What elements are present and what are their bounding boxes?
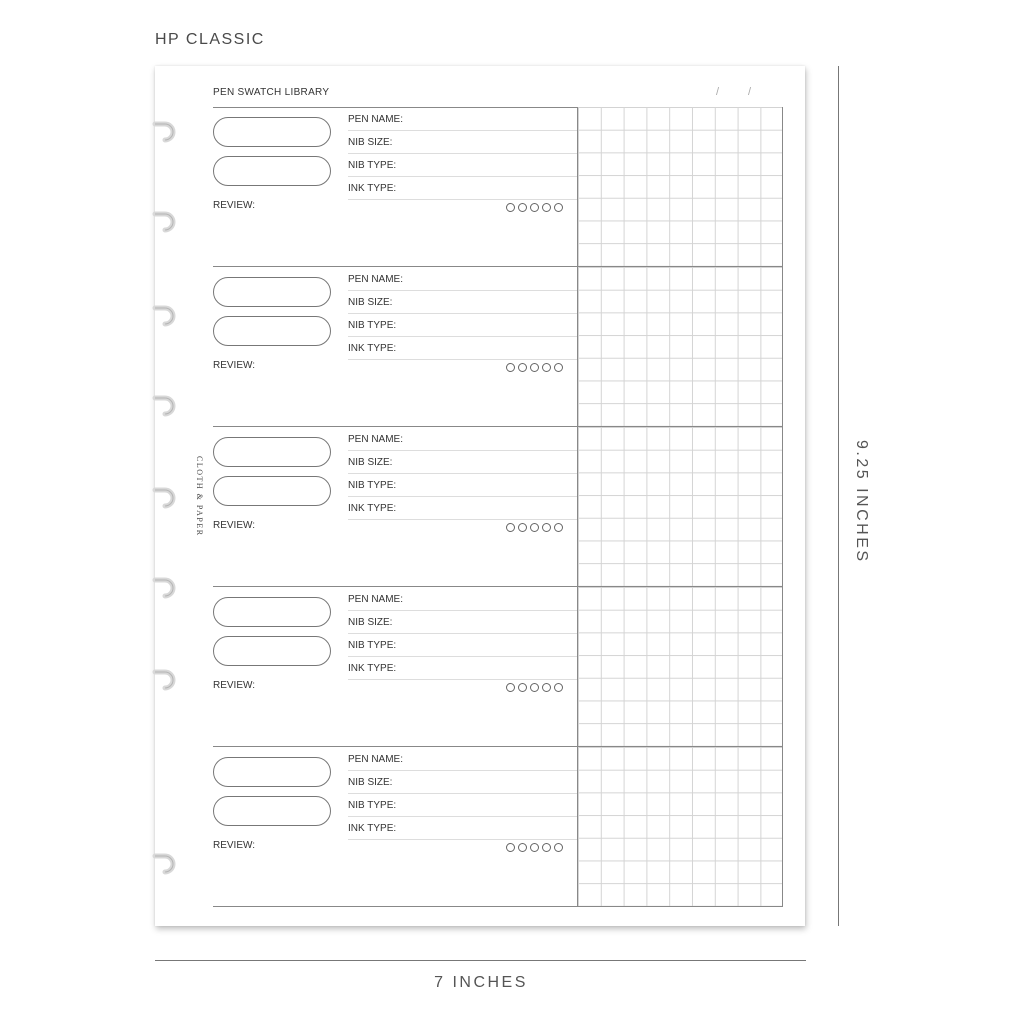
field-label: NIB TYPE: xyxy=(348,314,578,337)
rating-circle xyxy=(530,683,539,692)
rating-circles xyxy=(506,203,563,212)
field-label: NIB SIZE: xyxy=(348,291,578,314)
rating-circles xyxy=(506,683,563,692)
rating-circle xyxy=(554,523,563,532)
swatch-pill xyxy=(213,757,331,787)
rating-circles xyxy=(506,363,563,372)
swatch-sections xyxy=(213,107,783,907)
field-label: NIB SIZE: xyxy=(348,771,578,794)
rating-circle xyxy=(530,363,539,372)
field-label: PEN NAME: xyxy=(348,108,578,131)
rating-circle xyxy=(554,203,563,212)
rating-circle xyxy=(554,683,563,692)
rating-circle xyxy=(554,843,563,852)
brand-logo: CLOTH & PAPER xyxy=(195,456,204,537)
field-label: NIB SIZE: xyxy=(348,611,578,634)
field-label: NIB TYPE: xyxy=(348,634,578,657)
product-label: HP CLASSIC xyxy=(155,31,265,48)
swatch-pill xyxy=(213,316,331,346)
height-dimension-label: 9.25 INCHES xyxy=(853,440,870,564)
field-label: PEN NAME: xyxy=(348,748,578,771)
field-label: NIB TYPE: xyxy=(348,154,578,177)
rating-circle xyxy=(506,363,515,372)
review-label: REVIEW: xyxy=(213,200,256,211)
swatch-grid xyxy=(578,267,783,426)
swatch-pill xyxy=(213,156,331,186)
swatch-grid xyxy=(578,747,783,906)
rating-circle xyxy=(506,683,515,692)
binder-ring xyxy=(151,850,181,878)
swatch-grid xyxy=(578,107,783,266)
date-separator: / xyxy=(716,86,720,98)
swatch-pill xyxy=(213,117,331,147)
swatch-section xyxy=(213,107,783,267)
rating-circles xyxy=(506,523,563,532)
swatch-section xyxy=(213,427,783,587)
field-label: NIB TYPE: xyxy=(348,794,578,817)
swatch-pill xyxy=(213,277,331,307)
review-label: REVIEW: xyxy=(213,520,256,531)
swatch-pill xyxy=(213,476,331,506)
swatch-grid xyxy=(578,587,783,746)
field-label: NIB SIZE: xyxy=(348,451,578,474)
rating-circle xyxy=(506,523,515,532)
rating-circle xyxy=(518,363,527,372)
review-label: REVIEW: xyxy=(213,360,256,371)
rating-circle xyxy=(518,523,527,532)
swatch-section xyxy=(213,587,783,747)
swatch-grid xyxy=(578,427,783,586)
rating-circle xyxy=(554,363,563,372)
review-label: REVIEW: xyxy=(213,840,256,851)
rating-circle xyxy=(542,843,551,852)
field-label: PEN NAME: xyxy=(348,588,578,611)
field-label: PEN NAME: xyxy=(348,428,578,451)
rating-circle xyxy=(506,203,515,212)
binder-ring xyxy=(151,302,181,330)
height-dimension-line xyxy=(838,66,839,926)
field-label: INK TYPE: xyxy=(348,337,578,360)
page-title: PEN SWATCH LIBRARY xyxy=(213,87,330,98)
width-dimension-label: 7 INCHES xyxy=(434,974,528,991)
swatch-pill xyxy=(213,796,331,826)
field-label: INK TYPE: xyxy=(348,497,578,520)
rating-circle xyxy=(542,363,551,372)
rating-circle xyxy=(542,683,551,692)
rating-circle xyxy=(506,843,515,852)
review-label: REVIEW: xyxy=(213,680,256,691)
rating-circle xyxy=(542,523,551,532)
rating-circle xyxy=(530,523,539,532)
swatch-pill xyxy=(213,597,331,627)
rating-circle xyxy=(518,203,527,212)
rating-circle xyxy=(518,843,527,852)
rating-circle xyxy=(530,843,539,852)
field-label: NIB SIZE: xyxy=(348,131,578,154)
field-label: PEN NAME: xyxy=(348,268,578,291)
binder-ring xyxy=(151,574,181,602)
rating-circle xyxy=(518,683,527,692)
date-separator: / xyxy=(748,86,752,98)
field-label: NIB TYPE: xyxy=(348,474,578,497)
swatch-section xyxy=(213,267,783,427)
binder-ring xyxy=(151,118,181,146)
field-label: INK TYPE: xyxy=(348,657,578,680)
binder-ring xyxy=(151,484,181,512)
planner-page xyxy=(155,66,805,926)
binder-ring xyxy=(151,666,181,694)
swatch-pill xyxy=(213,437,331,467)
swatch-section xyxy=(213,747,783,907)
binder-ring xyxy=(151,392,181,420)
rating-circle xyxy=(530,203,539,212)
field-label: INK TYPE: xyxy=(348,177,578,200)
rating-circles xyxy=(506,843,563,852)
width-dimension-line xyxy=(155,960,806,961)
field-label: INK TYPE: xyxy=(348,817,578,840)
rating-circle xyxy=(542,203,551,212)
binder-ring xyxy=(151,208,181,236)
swatch-pill xyxy=(213,636,331,666)
